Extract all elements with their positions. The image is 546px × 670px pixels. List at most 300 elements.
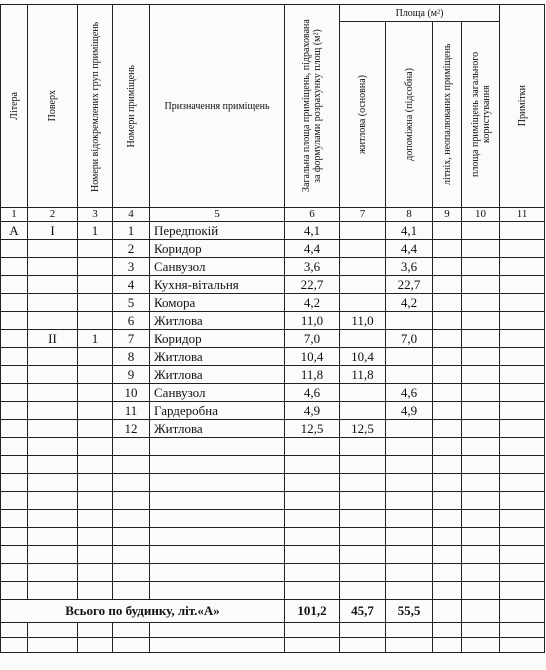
- row-room: 4: [113, 276, 150, 294]
- empty-cell: [386, 438, 433, 456]
- empty-cell: [386, 638, 433, 653]
- row-litera: [1, 240, 28, 258]
- row-total: 4,6: [285, 384, 340, 402]
- row-group: [78, 258, 113, 276]
- empty-cell: [462, 546, 500, 564]
- row-total: 7,0: [285, 330, 340, 348]
- table-row: [1, 384, 545, 402]
- empty-cell: [340, 582, 386, 600]
- empty-cell: [285, 582, 340, 600]
- empty-cell: [113, 623, 150, 638]
- row-room: 8: [113, 348, 150, 366]
- row-room: 10: [113, 384, 150, 402]
- empty-cell: [500, 510, 545, 528]
- empty-row: [1, 638, 545, 653]
- empty-cell: [28, 438, 78, 456]
- empty-cell: [433, 510, 462, 528]
- row-group: [78, 348, 113, 366]
- empty-cell: [500, 582, 545, 600]
- row-room: 11: [113, 402, 150, 420]
- empty-cell: [28, 474, 78, 492]
- row-aux: 4,6: [386, 384, 433, 402]
- empty-cell: [500, 623, 545, 638]
- empty-cell: [113, 492, 150, 510]
- row-empty-cell: [462, 294, 500, 312]
- row-empty-cell: [462, 420, 500, 438]
- row-room: 2: [113, 240, 150, 258]
- row-aux: 4,4: [386, 240, 433, 258]
- row-floor: [28, 276, 78, 294]
- empty-cell: [500, 438, 545, 456]
- empty-cell: [433, 582, 462, 600]
- row-total: 4,9: [285, 402, 340, 420]
- empty-cell: [462, 623, 500, 638]
- row-floor: [28, 312, 78, 330]
- empty-cell: [285, 492, 340, 510]
- row-group: [78, 240, 113, 258]
- empty-row: [1, 528, 545, 546]
- row-empty-cell: [462, 240, 500, 258]
- row-group: [78, 312, 113, 330]
- row-empty-cell: [462, 312, 500, 330]
- total-area: 101,2: [285, 600, 340, 623]
- empty-cell: [78, 546, 113, 564]
- empty-cell: [386, 623, 433, 638]
- empty-cell: [433, 474, 462, 492]
- empty-cell: [113, 546, 150, 564]
- empty-cell: [150, 510, 285, 528]
- empty-cell: [340, 510, 386, 528]
- col-number: 7: [340, 208, 386, 222]
- row-total: 4,1: [285, 222, 340, 240]
- row-empty-cell: [500, 384, 545, 402]
- header-common: площа приміщень загального користування: [462, 22, 500, 208]
- empty-cell: [285, 474, 340, 492]
- row-group: 1: [78, 222, 113, 240]
- total-common: [462, 600, 500, 623]
- empty-cell: [462, 510, 500, 528]
- row-empty-cell: [433, 240, 462, 258]
- empty-cell: [433, 564, 462, 582]
- row-empty-cell: [500, 312, 545, 330]
- empty-cell: [340, 564, 386, 582]
- empty-cell: [386, 474, 433, 492]
- empty-cell: [462, 582, 500, 600]
- row-living: 12,5: [340, 420, 386, 438]
- row-aux: [386, 348, 433, 366]
- empty-cell: [78, 564, 113, 582]
- empty-cell: [113, 438, 150, 456]
- row-total: 3,6: [285, 258, 340, 276]
- empty-cell: [285, 438, 340, 456]
- empty-cell: [28, 638, 78, 653]
- empty-cell: [340, 492, 386, 510]
- empty-cell: [78, 492, 113, 510]
- empty-cell: [340, 474, 386, 492]
- row-empty-cell: [462, 384, 500, 402]
- table-row: [1, 330, 545, 348]
- empty-cell: [78, 623, 113, 638]
- empty-cell: [462, 456, 500, 474]
- empty-cell: [500, 528, 545, 546]
- empty-cell: [78, 510, 113, 528]
- row-litera: А: [1, 222, 28, 240]
- empty-cell: [340, 623, 386, 638]
- row-empty-cell: [433, 348, 462, 366]
- row-empty-cell: [433, 420, 462, 438]
- row-empty-cell: [500, 222, 545, 240]
- row-purpose: Санвузол: [150, 384, 285, 402]
- row-empty-cell: [500, 366, 545, 384]
- empty-cell: [285, 456, 340, 474]
- row-purpose: Комора: [150, 294, 285, 312]
- row-empty-cell: [462, 366, 500, 384]
- row-litera: [1, 330, 28, 348]
- empty-cell: [462, 438, 500, 456]
- row-living: [340, 384, 386, 402]
- row-floor: [28, 258, 78, 276]
- header-aux: допоміжна (підсобна): [386, 22, 433, 208]
- empty-row: [1, 456, 545, 474]
- empty-cell: [386, 492, 433, 510]
- empty-cell: [1, 456, 28, 474]
- row-room: 12: [113, 420, 150, 438]
- empty-cell: [433, 638, 462, 653]
- row-empty-cell: [500, 258, 545, 276]
- row-purpose: Передпокій: [150, 222, 285, 240]
- empty-cell: [150, 564, 285, 582]
- row-total: 10,4: [285, 348, 340, 366]
- empty-cell: [1, 582, 28, 600]
- table-row: [1, 294, 545, 312]
- row-litera: [1, 348, 28, 366]
- empty-row: [1, 510, 545, 528]
- empty-cell: [28, 528, 78, 546]
- empty-cell: [28, 564, 78, 582]
- row-empty-cell: [500, 402, 545, 420]
- empty-cell: [500, 492, 545, 510]
- row-empty-cell: [500, 294, 545, 312]
- row-empty-cell: [433, 294, 462, 312]
- table-row: [1, 402, 545, 420]
- empty-cell: [462, 492, 500, 510]
- col-number: 11: [500, 208, 545, 222]
- row-litera: [1, 384, 28, 402]
- empty-cell: [113, 456, 150, 474]
- row-empty-cell: [500, 240, 545, 258]
- row-empty-cell: [433, 384, 462, 402]
- row-empty-cell: [433, 276, 462, 294]
- empty-cell: [386, 456, 433, 474]
- empty-row: [1, 564, 545, 582]
- row-empty-cell: [433, 312, 462, 330]
- empty-cell: [462, 564, 500, 582]
- empty-cell: [462, 638, 500, 653]
- row-floor: [28, 402, 78, 420]
- row-group: [78, 294, 113, 312]
- row-empty-cell: [462, 402, 500, 420]
- total-label: Всього по будинку, літ.«А»: [1, 600, 285, 623]
- header-floor: Поверх: [28, 5, 78, 208]
- row-purpose: Житлова: [150, 366, 285, 384]
- row-litera: [1, 276, 28, 294]
- empty-cell: [386, 546, 433, 564]
- row-floor: [28, 294, 78, 312]
- row-empty-cell: [462, 276, 500, 294]
- empty-row: [1, 546, 545, 564]
- empty-cell: [1, 623, 28, 638]
- empty-cell: [433, 456, 462, 474]
- row-purpose: Коридор: [150, 330, 285, 348]
- empty-cell: [386, 528, 433, 546]
- empty-cell: [500, 564, 545, 582]
- empty-cell: [150, 492, 285, 510]
- row-room: 1: [113, 222, 150, 240]
- table-row: [1, 240, 545, 258]
- column-number-row: [1, 208, 545, 222]
- row-aux: 3,6: [386, 258, 433, 276]
- empty-cell: [28, 546, 78, 564]
- row-empty-cell: [433, 222, 462, 240]
- empty-cell: [433, 438, 462, 456]
- table-row: [1, 420, 545, 438]
- header-area-group: Площа (м²): [340, 5, 500, 22]
- row-total: 22,7: [285, 276, 340, 294]
- row-room: 5: [113, 294, 150, 312]
- total-summer: [433, 600, 462, 623]
- rooms-table: [0, 4, 545, 653]
- row-room: 3: [113, 258, 150, 276]
- empty-cell: [433, 623, 462, 638]
- col-number: 10: [462, 208, 500, 222]
- tail-rows: [1, 623, 545, 653]
- empty-cell: [340, 528, 386, 546]
- empty-cell: [1, 564, 28, 582]
- row-floor: І: [28, 222, 78, 240]
- header-total-area: Загальна площа приміщень, підрахована за формулами розрахунку площ (м²): [285, 5, 340, 208]
- row-floor: [28, 348, 78, 366]
- row-purpose: Кухня-вітальня: [150, 276, 285, 294]
- empty-cell: [285, 638, 340, 653]
- empty-cell: [500, 456, 545, 474]
- empty-cell: [386, 564, 433, 582]
- empty-row: [1, 623, 545, 638]
- empty-cell: [285, 564, 340, 582]
- row-aux: 7,0: [386, 330, 433, 348]
- row-living: [340, 276, 386, 294]
- empty-cell: [150, 623, 285, 638]
- header-notes: Примітки: [500, 5, 545, 208]
- empty-cell: [386, 582, 433, 600]
- total-living: 45,7: [340, 600, 386, 623]
- table-row: [1, 276, 545, 294]
- empty-cell: [433, 528, 462, 546]
- empty-cell: [1, 492, 28, 510]
- row-litera: [1, 402, 28, 420]
- empty-cell: [150, 438, 285, 456]
- row-aux: 4,9: [386, 402, 433, 420]
- row-aux: [386, 420, 433, 438]
- row-empty-cell: [500, 276, 545, 294]
- row-floor: ІІ: [28, 330, 78, 348]
- col-number: 3: [78, 208, 113, 222]
- table-row: [1, 348, 545, 366]
- row-empty-cell: [500, 420, 545, 438]
- col-number: 1: [1, 208, 28, 222]
- row-total: 4,4: [285, 240, 340, 258]
- empty-cell: [113, 474, 150, 492]
- empty-cell: [28, 510, 78, 528]
- row-group: 1: [78, 330, 113, 348]
- row-room: 9: [113, 366, 150, 384]
- empty-cell: [150, 582, 285, 600]
- empty-cell: [78, 528, 113, 546]
- row-total: 4,2: [285, 294, 340, 312]
- empty-cell: [150, 456, 285, 474]
- empty-cell: [285, 510, 340, 528]
- total-row: [1, 600, 545, 623]
- empty-rows: [1, 438, 545, 600]
- empty-cell: [28, 623, 78, 638]
- row-aux: 22,7: [386, 276, 433, 294]
- row-living: [340, 330, 386, 348]
- empty-cell: [285, 546, 340, 564]
- table-row: [1, 312, 545, 330]
- row-litera: [1, 312, 28, 330]
- row-empty-cell: [433, 330, 462, 348]
- header-group-numbers: Номери відокремлених груп приміщень: [78, 5, 113, 208]
- row-living: [340, 294, 386, 312]
- empty-cell: [462, 528, 500, 546]
- row-living: 11,8: [340, 366, 386, 384]
- empty-cell: [340, 438, 386, 456]
- empty-cell: [28, 492, 78, 510]
- empty-cell: [150, 528, 285, 546]
- row-purpose: Гардеробна: [150, 402, 285, 420]
- row-group: [78, 402, 113, 420]
- row-living: 10,4: [340, 348, 386, 366]
- table-row: [1, 258, 545, 276]
- empty-cell: [500, 474, 545, 492]
- row-group: [78, 420, 113, 438]
- table-row: [1, 366, 545, 384]
- empty-cell: [78, 638, 113, 653]
- header-litera: Літера: [1, 5, 28, 208]
- empty-cell: [150, 546, 285, 564]
- empty-cell: [113, 582, 150, 600]
- row-living: [340, 240, 386, 258]
- col-number: 5: [150, 208, 285, 222]
- row-living: [340, 402, 386, 420]
- row-floor: [28, 366, 78, 384]
- empty-row: [1, 582, 545, 600]
- row-purpose: Житлова: [150, 420, 285, 438]
- empty-cell: [433, 492, 462, 510]
- empty-cell: [150, 638, 285, 653]
- row-empty-cell: [433, 402, 462, 420]
- row-floor: [28, 384, 78, 402]
- total-notes: [500, 600, 545, 623]
- empty-cell: [113, 564, 150, 582]
- row-living: [340, 258, 386, 276]
- empty-cell: [433, 546, 462, 564]
- empty-cell: [462, 474, 500, 492]
- empty-cell: [340, 546, 386, 564]
- row-floor: [28, 240, 78, 258]
- empty-row: [1, 438, 545, 456]
- empty-cell: [28, 456, 78, 474]
- empty-cell: [1, 438, 28, 456]
- row-room: 7: [113, 330, 150, 348]
- empty-row: [1, 474, 545, 492]
- row-purpose: Житлова: [150, 348, 285, 366]
- row-purpose: Коридор: [150, 240, 285, 258]
- empty-cell: [78, 438, 113, 456]
- row-empty-cell: [433, 366, 462, 384]
- empty-cell: [285, 623, 340, 638]
- empty-cell: [1, 474, 28, 492]
- header-purpose: Призначення приміщень: [150, 5, 285, 208]
- row-empty-cell: [462, 258, 500, 276]
- empty-cell: [500, 546, 545, 564]
- data-rows: [1, 222, 545, 438]
- row-aux: [386, 366, 433, 384]
- empty-cell: [113, 638, 150, 653]
- empty-row: [1, 492, 545, 510]
- row-empty-cell: [500, 330, 545, 348]
- row-empty-cell: [462, 348, 500, 366]
- row-empty-cell: [433, 258, 462, 276]
- row-aux: [386, 312, 433, 330]
- col-number: 6: [285, 208, 340, 222]
- empty-cell: [500, 638, 545, 653]
- row-aux: 4,1: [386, 222, 433, 240]
- row-empty-cell: [500, 348, 545, 366]
- row-empty-cell: [462, 222, 500, 240]
- header-summer: літніх, неопалюваних приміщень: [433, 22, 462, 208]
- row-group: [78, 276, 113, 294]
- empty-cell: [1, 528, 28, 546]
- header-living: житлова (основна): [340, 22, 386, 208]
- row-group: [78, 366, 113, 384]
- row-room: 6: [113, 312, 150, 330]
- empty-cell: [340, 456, 386, 474]
- empty-cell: [78, 582, 113, 600]
- empty-cell: [78, 474, 113, 492]
- row-aux: 4,2: [386, 294, 433, 312]
- empty-cell: [386, 510, 433, 528]
- empty-cell: [78, 456, 113, 474]
- total-aux: 55,5: [386, 600, 433, 623]
- col-number: 4: [113, 208, 150, 222]
- col-number: 2: [28, 208, 78, 222]
- empty-cell: [340, 638, 386, 653]
- row-living: 11,0: [340, 312, 386, 330]
- empty-cell: [1, 546, 28, 564]
- row-total: 12,5: [285, 420, 340, 438]
- row-purpose: Санвузол: [150, 258, 285, 276]
- row-purpose: Житлова: [150, 312, 285, 330]
- row-litera: [1, 420, 28, 438]
- row-group: [78, 384, 113, 402]
- row-litera: [1, 366, 28, 384]
- empty-cell: [1, 510, 28, 528]
- header-room-numbers: Номери приміщень: [113, 5, 150, 208]
- row-litera: [1, 258, 28, 276]
- empty-cell: [150, 474, 285, 492]
- row-total: 11,0: [285, 312, 340, 330]
- empty-cell: [113, 510, 150, 528]
